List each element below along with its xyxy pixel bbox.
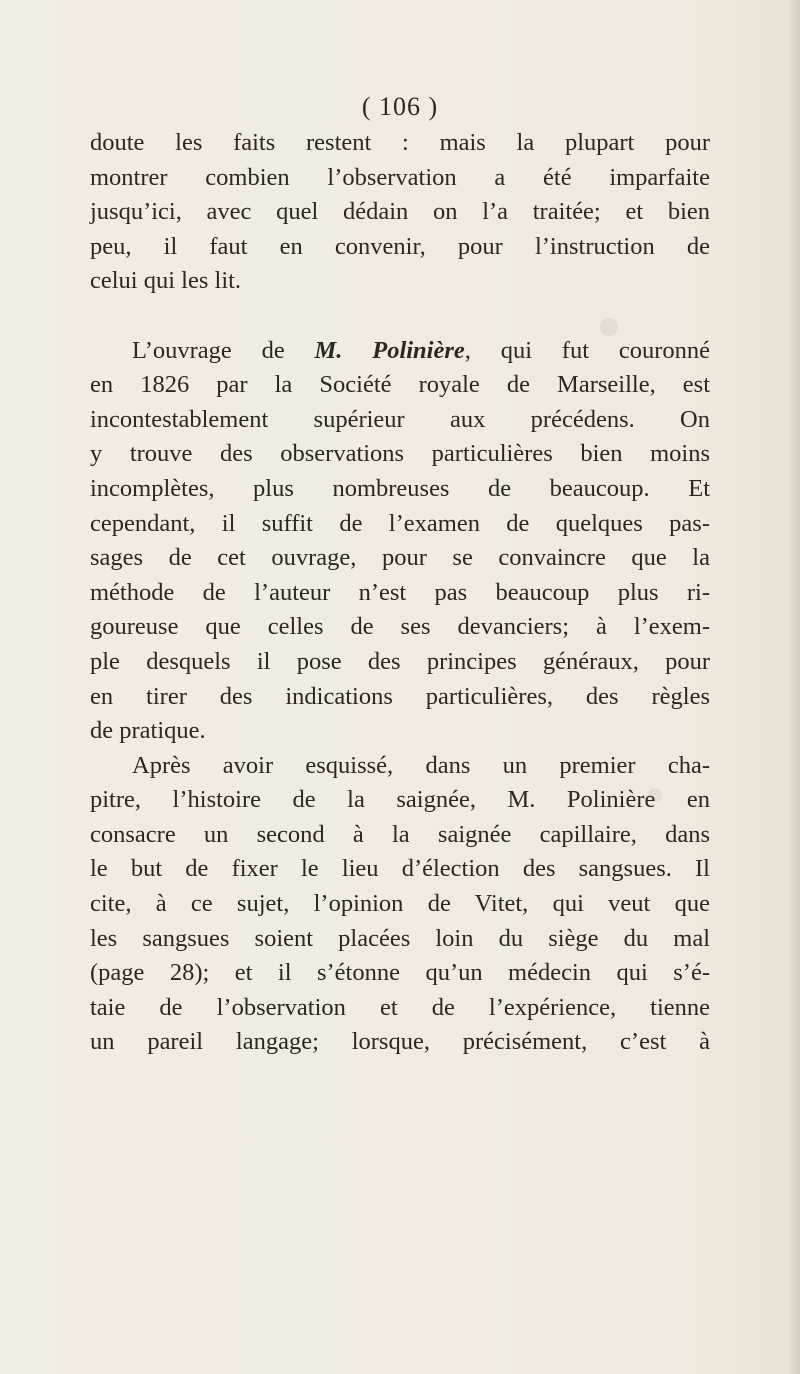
page-number: ( 106 ): [361, 92, 439, 121]
text-fragment: , qui fut couronné: [464, 336, 710, 364]
text-line: incomplètes, plus nombreuses de beaucoup. Et: [90, 474, 710, 502]
text-line: les sangsues soient placées loin du siège du mal: [90, 924, 710, 952]
text-line: un pareil langage; lorsque, précisément, c’est à: [90, 1028, 710, 1056]
text-line: en tirer des indications particulières, des règles: [90, 682, 710, 710]
text-line: Après avoir esquissé, dans un premier cha-: [132, 751, 710, 779]
text-line: montrer combien l’observation a été imparfaite: [90, 163, 710, 191]
text-line: méthode de l’auteur n’est pas beaucoup plus ri-: [90, 578, 710, 606]
text-line: doute les faits restent : mais la plupart pour: [90, 129, 710, 156]
text-line: en 1826 par la Société royale de Marseille, est: [90, 371, 710, 399]
page-edge-shadow: [788, 0, 800, 1374]
text-line: consacre un second à la saignée capillaire, dans: [90, 820, 710, 848]
text-line: goureuse que celles de ses devanciers; à l’exem-: [90, 613, 710, 641]
text-line: y trouve des observations particulières bien moins: [90, 440, 710, 468]
text-line: pitre, l’histoire de la saignée, M. Polinière en: [90, 786, 710, 814]
text-line: incontestablement supérieur aux précédens. On: [90, 405, 710, 433]
text-line: cite, à ce sujet, l’opinion de Vitet, qui veut que: [90, 890, 710, 918]
body-text: [90, 126, 710, 1060]
text-line: (page 28); et il s’étonne qu’un médecin qui s’é-: [90, 959, 710, 987]
text-line: taie de l’observation et de l’expérience, tienne: [90, 993, 710, 1021]
paragraph-gap: [90, 299, 710, 334]
author-name: M. Polinière: [314, 336, 465, 364]
text-fragment: L’ouvrage de: [132, 336, 315, 364]
text-line: peu, il faut en convenir, pour l’instruction de: [90, 232, 710, 260]
text-line: de pratique.: [90, 717, 206, 745]
text-line: [90, 334, 710, 369]
text-line: cependant, il suffit de l’examen de quelques pas-: [90, 509, 710, 537]
text-line: jusqu’ici, avec quel dédain on l’a traitée; et bien: [90, 198, 710, 226]
text-line: ple desquels il pose des principes généraux, pour: [90, 647, 710, 675]
text-line: celui qui les lit.: [90, 267, 242, 295]
text-line: le but de fixer le lieu d’élection des sangsues. Il: [90, 855, 710, 883]
text-line: sages de cet ouvrage, pour se convaincre que la: [90, 544, 710, 572]
